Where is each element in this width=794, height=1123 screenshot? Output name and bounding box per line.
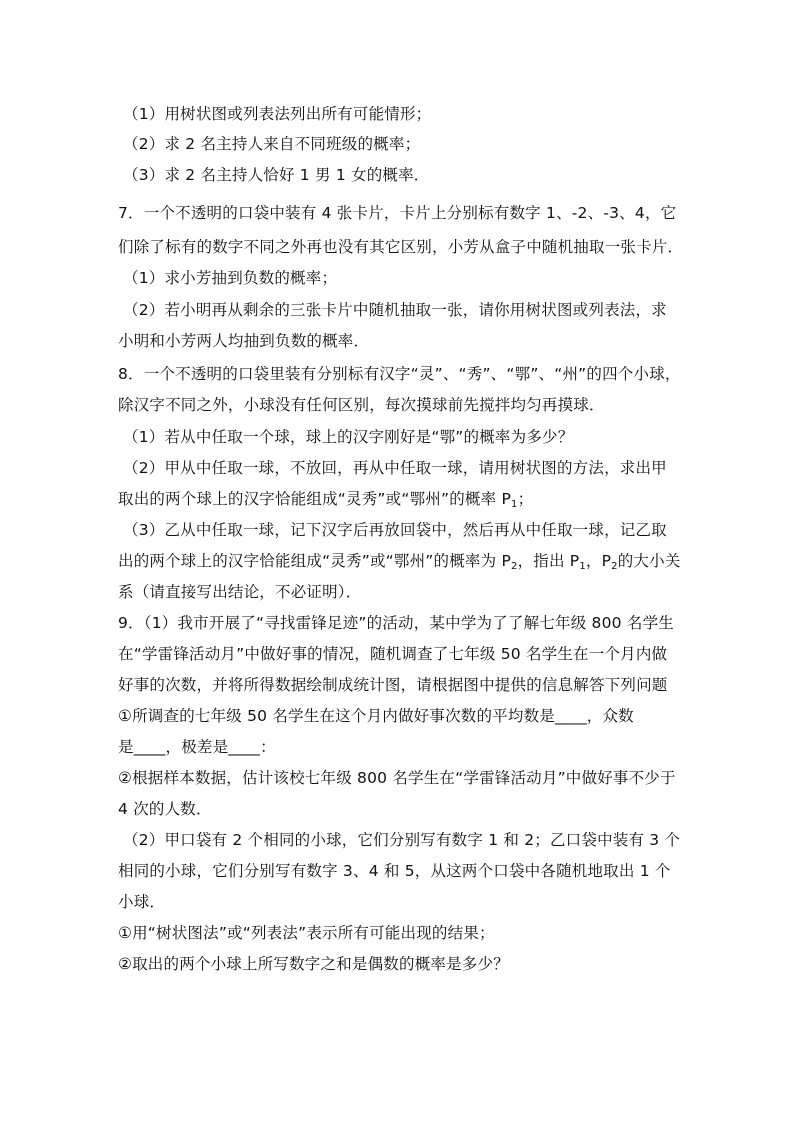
q9-part2-line2: 相同的小球，它们分别写有数字 3、4 和 5，从这两个口袋中各随机地取出 1 个 [118,862,671,880]
q8-part2-end: ； [517,490,534,508]
q9-part1-line2: 在“学雷锋活动月”中做好事的情况，随机调查了七年级 50 名学生在一个月内做 [118,645,668,663]
q8-part3-text: 出的两个球上的汉字恰能组成“灵秀”或“鄂州”的概率为 P [118,552,511,570]
q9-part2-sub1: ①用“树状图法”或“列表法”表示所有可能出现的结果； [118,924,495,942]
q8-part2-line2 [118,489,678,515]
q7-part2-line2: 小明和小芳两人均抽到负数的概率． [118,332,370,350]
q8-part3-end: 的大小关 [617,552,681,570]
q8-stem-line1: 8．一个不透明的口袋里装有分别标有汉字“灵”、“秀”、“鄂”、“州”的四个小球， [118,365,681,383]
q6-part3: （3）求 2 名主持人恰好 1 男 1 女的概率． [123,166,430,184]
p1-subscript-2: 1 [579,561,586,572]
q7-part1: （1）求小芳抽到负数的概率； [123,269,338,287]
q8-part3-line3: 系（请直接写出结论，不必证明）． [118,583,362,601]
q9-sub2-line2: 4 次的人数． [118,800,212,818]
q8-stem-line2: 除汉字不同之外，小球没有任何区别，每次摸球前先搅拌均匀再摸球． [118,396,605,414]
p2-subscript-2: 2 [611,561,618,572]
q7-stem-line2: 们除了标有的数字不同之外再也没有其它区别，小芳从盒子中随机抽取一张卡片． [118,238,684,256]
q8-part3-comma: ，P [585,552,612,570]
q8-part2-line1: （2）甲从中任取一球，不放回，再从中任取一球，请用树状图的方法，求出甲 [123,459,667,477]
q7-stem-line1: 7．一个不透明的口袋中装有 4 张卡片，卡片上分别标有数字 1、-2、-3、4，它 [118,204,677,222]
p2-subscript: 2 [511,561,518,572]
q7-part2-line1: （2）若小明再从剩余的三张卡片中随机抽取一张，请你用树状图或列表法，求 [123,301,667,319]
q8-part1: （1）若从中任取一个球，球上的汉字刚好是“鄂”的概率为多少？ [123,428,574,446]
p1-subscript: 1 [511,499,518,510]
q9-part2-line3: 小球． [118,893,166,911]
q9-part2-sub2: ②取出的两个小球上所写数字之和是偶数的概率是多少？ [118,955,509,973]
q9-sub2-line1: ②根据样本数据，估计该校七年级 800 名学生在“学雷锋活动月”中做好事不少于 [118,769,676,787]
q9-part1-line3: 好事的次数，并将所得数据绘制成统计图，请根据图中提供的信息解答下列问题 [118,676,668,694]
q6-part2: （2）求 2 名主持人来自不同班级的概率； [123,135,421,153]
q6-part1: （1）用树状图或列表法列出所有可能情形； [123,105,432,123]
q9-part1-line1: 9．（1）我市开展了“寻找雷锋足迹”的活动，某中学为了了解七年级 800 名学生 [118,614,674,632]
q8-part3-line2 [118,551,681,577]
q9-sub1-line1: ①所调查的七年级 50 名学生在这个月内做好事次数的平均数是____，众数 [118,707,634,725]
q9-sub1-line2: 是____，极差是____： [118,738,276,756]
q8-part3-line1: （3）乙从中任取一球，记下汉字后再放回袋中，然后再从中任取一球，记乙取 [123,521,667,539]
q8-part3-mid: ，指出 P [517,552,580,570]
q9-part2-line1: （2）甲口袋有 2 个相同的小球，它们分别写有数字 1 和 2；乙口袋中装有 3 个 [123,831,681,849]
q8-part2-text: 取出的两个球上的汉字恰能组成“灵秀”或“鄂州”的概率 P [118,490,511,508]
